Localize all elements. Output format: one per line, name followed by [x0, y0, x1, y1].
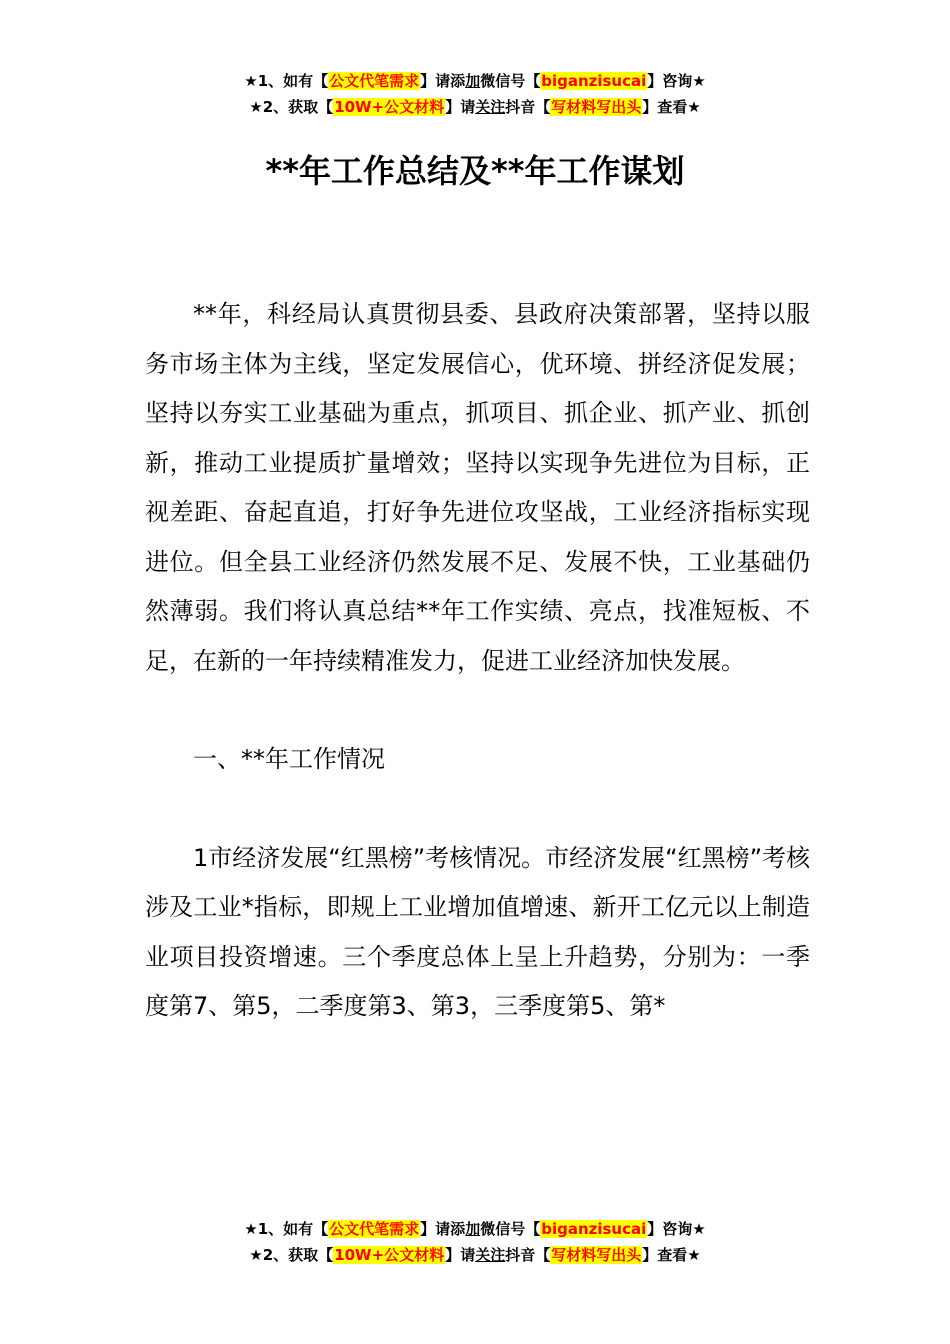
banner-underline: 关注 — [475, 1246, 506, 1264]
banner-line-1 — [0, 68, 950, 94]
banner-highlight: biganzisucai — [541, 1220, 647, 1238]
banner-text: 】咨询★ — [647, 72, 706, 90]
banner-text: 】咨询★ — [647, 1220, 706, 1238]
banner-highlight: 10W+公文材料 — [334, 1246, 445, 1264]
banner-text: 】请添 — [420, 1220, 466, 1238]
footer-banner — [0, 1216, 950, 1268]
banner-text: ★2、获取【 — [249, 1246, 334, 1264]
banner-text: 】请 — [445, 1246, 476, 1264]
banner-line-2 — [0, 94, 950, 120]
banner-text: ★1、如有【 — [244, 72, 329, 90]
banner-underline: 关注 — [475, 98, 506, 116]
banner-text: ★2、获取【 — [249, 98, 334, 116]
banner-text: 微信号【 — [480, 1220, 541, 1238]
banner-highlight: 写材料写出头 — [551, 1246, 642, 1264]
banner-text: ★1、如有【 — [244, 1220, 329, 1238]
section-paragraph: 1市经济发展“红黑榜”考核情况。市经济发展“红黑榜”考核涉及工业*指标，即规上工业增加值增速、新开工亿元以上制造业项目投资增速。三个季度总体上呈上升趋势，分别为：一季度第7、第5，二季度第3、第3，三季度第5、第* — [145, 843, 811, 1020]
paragraph-spacer — [145, 686, 810, 735]
banner-line-2 — [0, 1242, 950, 1268]
banner-text: 】请添 — [420, 72, 466, 90]
banner-text: 抖音【 — [505, 98, 551, 116]
banner-highlight: 写材料写出头 — [551, 98, 642, 116]
banner-underline: 加 — [465, 72, 481, 90]
banner-text: 】请 — [445, 98, 476, 116]
banner-highlight: 10W+公文材料 — [334, 98, 445, 116]
document-body — [145, 290, 810, 1032]
section-heading: 一、**年工作情况 — [193, 745, 385, 773]
banner-highlight: 公文代笔需求 — [329, 1220, 420, 1238]
intro-paragraph: **年，科经局认真贯彻县委、县政府决策部署，坚持以服务市场主体为主线，坚定发展信心，优环境、拼经济促发展；坚持以夯实工业基础为重点，抓项目、抓企业、抓产业、抓创新，推动工业提质扩量增效；坚持以实现争先进位为目标，正视差距、奋起直追，打好争先进位攻坚战，工业经济指标实现进位。但全县工业经济仍然发展不足、发展不快，工业基础仍然薄弱。我们将认真总结**年工作实绩、亮点，找准短板、不足，在新的一年持续精准发力，促进工业经济加快发展。 — [145, 300, 810, 675]
paragraph-spacer — [145, 785, 810, 834]
banner-line-1 — [0, 1216, 950, 1242]
banner-text: 】查看★ — [642, 1246, 701, 1264]
document-title: **年工作总结及**年工作谋划 — [265, 152, 685, 190]
banner-highlight: biganzisucai — [541, 72, 647, 90]
banner-text: 抖音【 — [505, 1246, 551, 1264]
header-banner — [0, 68, 950, 120]
banner-text: 微信号【 — [480, 72, 541, 90]
banner-underline: 加 — [465, 1220, 481, 1238]
banner-highlight: 公文代笔需求 — [329, 72, 420, 90]
banner-text: 】查看★ — [642, 98, 701, 116]
